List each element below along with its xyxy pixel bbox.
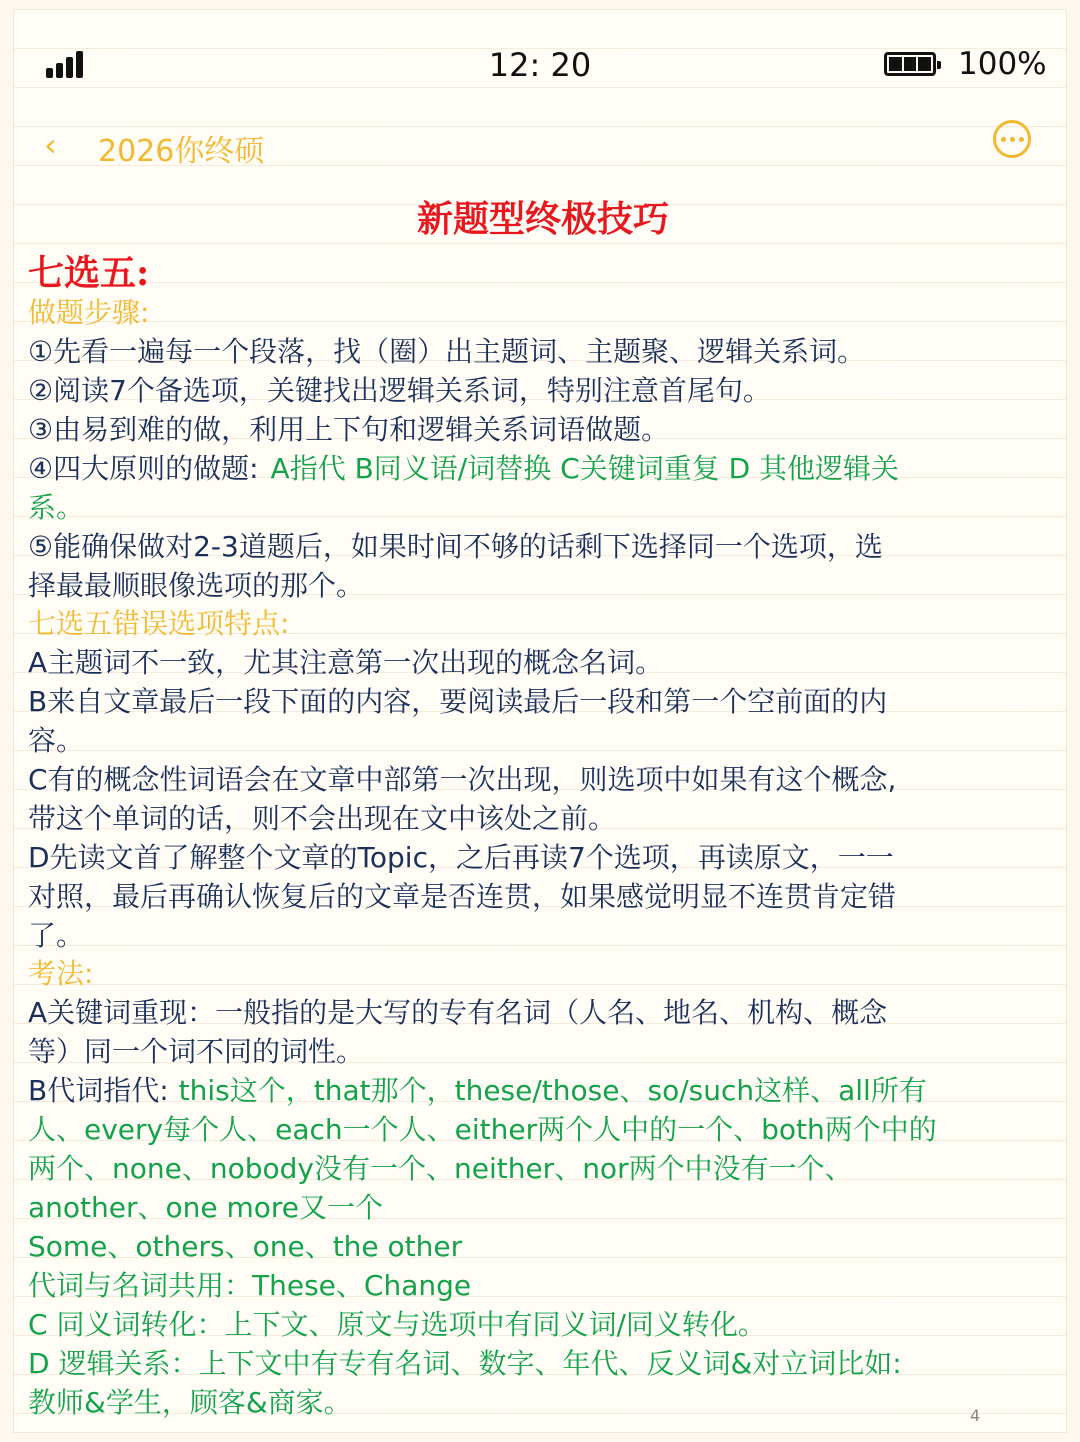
step-4	[28, 449, 1058, 488]
step-4-label: ④四大原则的做题:	[28, 452, 259, 485]
section-title: 七选五:	[28, 252, 150, 294]
test-b-line-2: 人、every每个人、each一个人、either两个人中的一个、both两个中的	[28, 1113, 937, 1146]
test-b-pronouns: this这个，that那个，these/those、so/such这样、all所有	[178, 1074, 927, 1107]
error-c-continued: 带这个单词的话，则不会出现在文中该处之前。	[28, 802, 617, 835]
page-title: 新题型终极技巧	[416, 198, 669, 240]
test-a: A关键词重现：一般指的是大写的专有名词（人名、地名、机构、概念	[28, 996, 888, 1029]
test-c: C 同义词转化：上下文、原文与选项中有同义词/同义转化。	[28, 1308, 766, 1341]
step-4-principles: A指代 B同义语/词替换 C关键词重复 D 其他逻辑关	[270, 452, 900, 485]
step-3: ③由易到难的做，利用上下句和逻辑关系词语做题。	[28, 413, 670, 446]
error-b-continued: 容。	[28, 724, 85, 757]
test-b-line-4: another、one more又一个	[28, 1191, 384, 1224]
errors-heading: 七选五错误选项特点:	[28, 607, 290, 640]
test-b-label: B代词指代:	[28, 1074, 169, 1107]
test-b	[28, 1071, 1058, 1110]
page-number: 4	[970, 1406, 981, 1425]
steps-heading: 做题步骤:	[28, 296, 150, 329]
error-b: B来自文章最后一段下面的内容，要阅读最后一段和第一个空前面的内	[28, 685, 888, 718]
test-b-line-5: Some、others、one、the other	[28, 1230, 463, 1263]
battery-icon	[884, 52, 936, 76]
status-time: 12: 20	[488, 46, 592, 84]
test-d-continued: 教师&学生，顾客&商家。	[28, 1386, 352, 1419]
error-d-end: 了。	[28, 919, 85, 952]
error-a: A主题词不一致，尤其注意第一次出现的概念名词。	[28, 646, 664, 679]
step-4-continued: 系。	[28, 491, 85, 524]
error-c: C有的概念性词语会在文章中部第一次出现，则选项中如果有这个概念,	[28, 763, 897, 796]
test-b-line-6: 代词与名词共用：These、Change	[28, 1269, 472, 1302]
test-d: D 逻辑关系：上下文中有专有名词、数字、年代、反义词&对立词比如:	[28, 1347, 902, 1380]
battery-percent: 100%	[958, 46, 1047, 82]
nav-title: 2026你终硕	[98, 134, 265, 169]
step-2: ②阅读7个备选项，关键找出逻辑关系词，特别注意首尾句。	[28, 374, 771, 407]
step-5-continued: 择最最顺眼像选项的那个。	[28, 569, 365, 602]
nav-bar	[0, 120, 1080, 170]
step-1: ①先看一遍每一个段落，找（圈）出主题词、主题聚、逻辑关系词。	[28, 335, 866, 368]
note-content	[28, 196, 1058, 1422]
error-d: D先读文首了解整个文章的Topic，之后再读7个选项，再读原文，一一	[28, 841, 894, 874]
more-options-icon[interactable]	[993, 120, 1031, 158]
test-a-continued: 等）同一个词不同的词性。	[28, 1035, 365, 1068]
test-heading: 考法:	[28, 957, 94, 990]
step-5: ⑤能确保做对2-3道题后，如果时间不够的话剩下选择同一个选项，选	[28, 530, 883, 563]
test-b-line-3: 两个、none、nobody没有一个、neither、nor两个中没有一个、	[28, 1152, 853, 1185]
status-bar	[0, 38, 1080, 88]
back-icon[interactable]: ‹	[44, 126, 57, 164]
error-d-continued: 对照，最后再确认恢复后的文章是否连贯，如果感觉明显不连贯肯定错	[28, 880, 897, 913]
